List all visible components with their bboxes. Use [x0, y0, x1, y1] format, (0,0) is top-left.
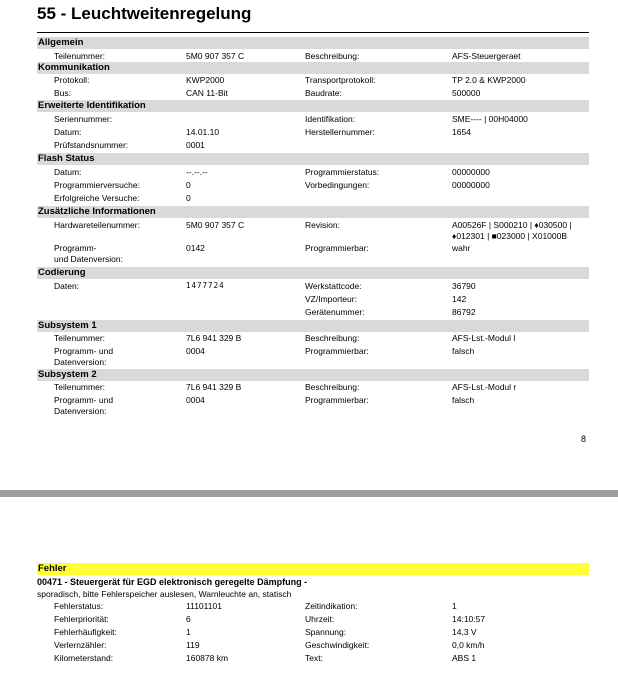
label-sub1-programmierbar: Programmierbar: [305, 346, 369, 356]
section-erweiterte-identifikation: Erweiterte Identifikation [37, 100, 589, 112]
value-text: ABS 1 [452, 653, 477, 663]
label-programmierstatus: Programmierstatus: [305, 167, 380, 177]
fault-title: - Steuergerät für EGD elektronisch geregelte Dämpfung - [62, 577, 308, 587]
label-flash-datum: Datum: [54, 167, 82, 177]
section-kommunikation: Kommunikation [37, 62, 589, 74]
label-geraetenummer: Gerätenummer: [305, 307, 365, 317]
value-programmierstatus: 00000000 [452, 167, 490, 177]
label-verlernzaehler: Verlernzähler: [54, 640, 107, 650]
value-identifikation: SME---- | 00H04000 [452, 114, 528, 124]
value-werkstattcode: 36790 [452, 281, 476, 291]
label-bus: Bus: [54, 88, 72, 98]
label-sub2-version-2: Datenversion: [54, 406, 107, 416]
label-hardwareteilenummer: Hardwareteilenummer: [54, 220, 140, 230]
page-number: 8 [581, 434, 587, 444]
label-fehlerprioritaet: Fehlerpriorität: [54, 614, 109, 624]
label-transportprotokoll: Transportprotokoll: [305, 75, 376, 85]
value-sub2-programmierbar: falsch [452, 395, 475, 405]
label-teilenummer: Teilenummer: [54, 51, 106, 61]
value-hardwareteilenummer: 5M0 907 357 C [186, 220, 245, 230]
value-geraetenummer: 86792 [452, 307, 476, 317]
label-sub1-version-2: Datenversion: [54, 357, 107, 367]
value-sub2-beschreibung: AFS-Lst.-Modul r [452, 382, 517, 392]
value-sub1-programmierbar: falsch [452, 346, 475, 356]
label-uhrzeit: Uhrzeit: [305, 614, 335, 624]
value-sub1-beschreibung: AFS-Lst.-Modul l [452, 333, 516, 343]
label-sub1-version-1: Programm- und [54, 346, 114, 356]
label-fehlerhaeufigkeit: Fehlerhäufigkeit: [54, 627, 117, 637]
value-geschwindigkeit: 0,0 km/h [452, 640, 485, 650]
label-revision: Revision: [305, 220, 340, 230]
value-zeitindikation: 1 [452, 601, 457, 611]
value-protokoll: KWP2000 [186, 75, 225, 85]
fault-heading [37, 577, 307, 587]
label-beschreibung: Beschreibung: [305, 51, 360, 61]
section-codierung: Codierung [37, 267, 589, 279]
label-seriennummer: Seriennummer: [54, 114, 113, 124]
value-daten: 1477724 [186, 281, 225, 290]
value-erfolgreiche-versuche: 0 [186, 193, 191, 203]
label-fehlerstatus: Fehlerstatus: [54, 601, 104, 611]
label-programm-version-1: Programm- [54, 243, 97, 253]
value-baudrate: 500000 [452, 88, 481, 98]
value-programmierbar: wahr [452, 243, 471, 253]
value-revision-line1: A00526F | S000210 | ♦030500 | [452, 220, 572, 230]
label-vz-importeur: VZ/Importeur: [305, 294, 357, 304]
label-sub2-teilenummer: Teilenummer: [54, 382, 106, 392]
value-fehlerprioritaet: 6 [186, 614, 191, 624]
label-sub2-version-1: Programm- und [54, 395, 114, 405]
label-identifikation: Identifikation: [305, 114, 356, 124]
value-vorbedingungen: 00000000 [452, 180, 490, 190]
value-vz-importeur: 142 [452, 294, 467, 304]
value-uhrzeit: 14:10:57 [452, 614, 486, 624]
section-allgemein: Allgemein [37, 37, 589, 49]
value-flash-datum: --.--.-- [186, 167, 208, 177]
label-erfolgreiche-versuche: Erfolgreiche Versuche: [54, 193, 140, 203]
value-sub2-version: 0004 [186, 395, 205, 405]
section-subsystem-2: Subsystem 2 [37, 369, 589, 381]
value-fehlerhaeufigkeit: 1 [186, 627, 191, 637]
page-separator [0, 490, 618, 497]
label-geschwindigkeit: Geschwindigkeit: [305, 640, 370, 650]
label-herstellernummer: Herstellernummer: [305, 127, 375, 137]
value-kilometerstand: 160878 km [186, 653, 229, 663]
value-spannung: 14,3 V [452, 627, 477, 637]
value-pruefstandsnummer: 0001 [186, 140, 205, 150]
section-zusaetzliche-informationen: Zusätzliche Informationen [37, 206, 589, 218]
label-programmierversuche: Programmierversuche: [54, 180, 140, 190]
section-subsystem-1: Subsystem 1 [37, 320, 589, 332]
label-vorbedingungen: Vorbedingungen: [305, 180, 370, 190]
section-flash-status: Flash Status [37, 153, 589, 165]
page-title: 55 - Leuchtweitenregelung [37, 4, 252, 23]
fault-description: sporadisch, bitte Fehlerspeicher auslesen, Warnleuchte an, statisch [37, 589, 292, 599]
fault-code: 00471 [37, 577, 63, 587]
value-sub1-version: 0004 [186, 346, 205, 356]
label-sub1-beschreibung: Beschreibung: [305, 333, 360, 343]
label-sub1-teilenummer: Teilenummer: [54, 333, 106, 343]
label-baudrate: Baudrate: [305, 88, 342, 98]
label-spannung: Spannung: [305, 627, 347, 637]
value-verlernzaehler: 119 [186, 640, 200, 650]
value-programm-version: 0142 [186, 243, 205, 253]
label-datum: Datum: [54, 127, 82, 137]
label-daten: Daten: [54, 281, 80, 291]
label-sub2-beschreibung: Beschreibung: [305, 382, 360, 392]
label-werkstattcode: Werkstattcode: [305, 281, 362, 291]
value-sub2-teilenummer: 7L6 941 329 B [186, 382, 242, 392]
value-datum: 14.01.10 [186, 127, 220, 137]
section-fehler: Fehler [37, 563, 589, 575]
value-revision-line2: ♦012301 | ■023000 | X01000B [452, 231, 568, 241]
label-programm-version-2: und Datenversion: [54, 254, 123, 264]
value-herstellernummer: 1654 [452, 127, 471, 137]
label-text: Text: [305, 653, 323, 663]
label-protokoll: Protokoll: [54, 75, 90, 85]
value-programmierversuche: 0 [186, 180, 191, 190]
value-transportprotokoll: TP 2.0 & KWP2000 [452, 75, 526, 85]
label-sub2-programmierbar: Programmierbar: [305, 395, 369, 405]
value-sub1-teilenummer: 7L6 941 329 B [186, 333, 242, 343]
value-beschreibung: AFS-Steuergeraet [452, 51, 521, 61]
value-bus: CAN 11-Bit [186, 88, 228, 98]
label-pruefstandsnummer: Prüfstandsnummer: [54, 140, 129, 150]
label-kilometerstand: Kilometerstand: [54, 653, 114, 663]
label-zeitindikation: Zeitindikation: [305, 601, 358, 611]
value-fehlerstatus: 11101101 [186, 601, 222, 611]
value-teilenummer: 5M0 907 357 C [186, 51, 245, 61]
label-programmierbar: Programmierbar: [305, 243, 369, 253]
title-underline [37, 32, 589, 33]
